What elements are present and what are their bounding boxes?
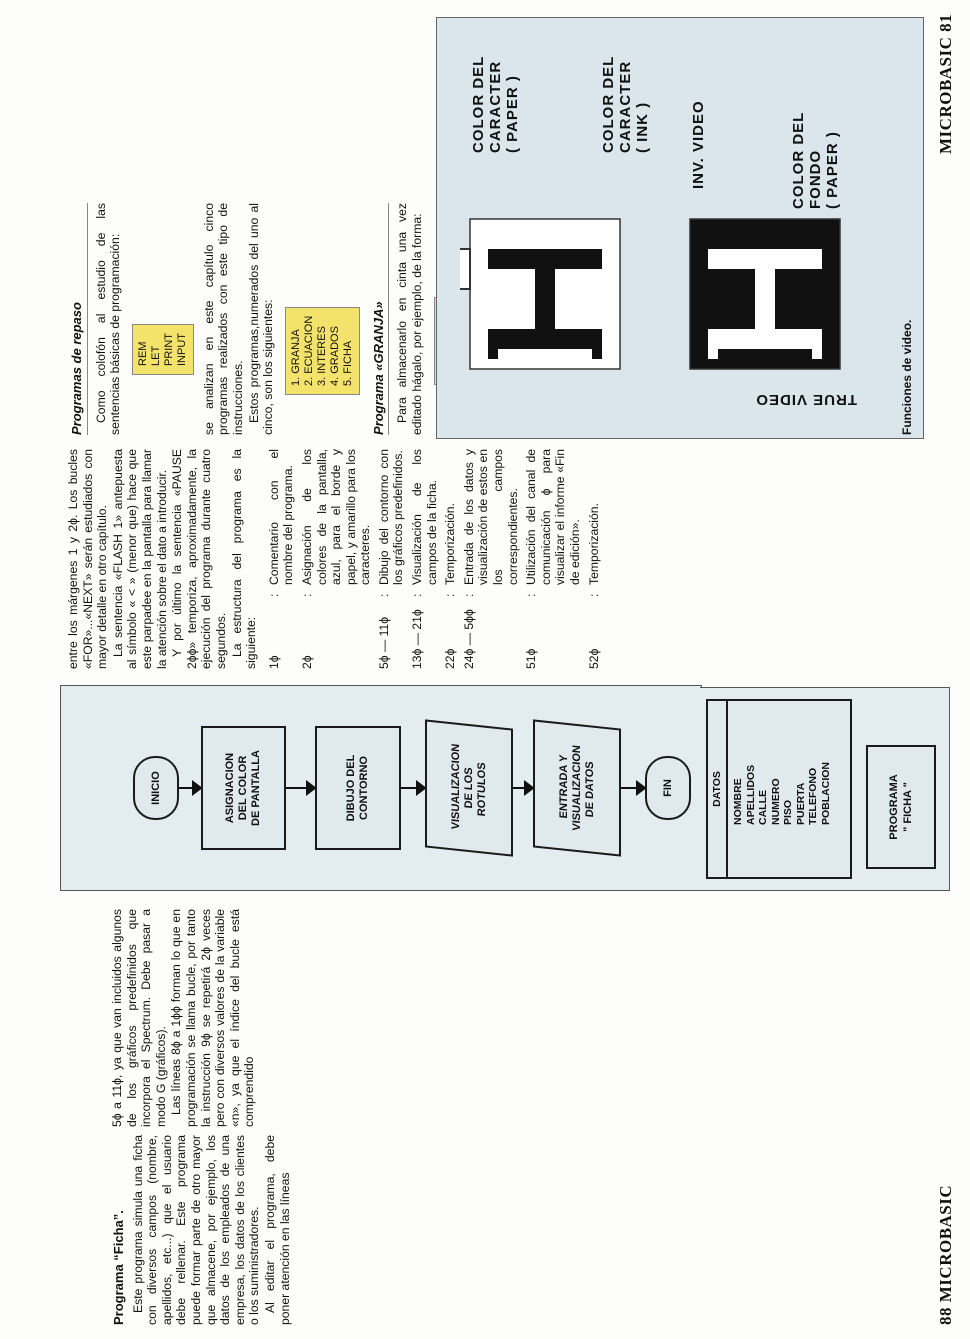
- line-description: Temporización.: [443, 503, 458, 585]
- col4-p3: Estos programas,numerados del uno al cinco, son los siguientes:: [246, 203, 276, 435]
- separator: :: [410, 593, 425, 597]
- inv-video-title: INV. VIDEO: [690, 100, 707, 189]
- col3-p4: La estructura del programa es la siguiente:: [229, 449, 259, 669]
- line-number: 13ϕ — 21ϕ: [410, 609, 425, 669]
- line-number: 2ϕ: [299, 655, 314, 669]
- line-description: Temporización.: [586, 503, 601, 585]
- flow-step-color: ASIGNACION DEL COLOR DE PANTALLA: [201, 726, 286, 850]
- separator: :: [524, 593, 539, 597]
- column-1: [110, 1135, 293, 1325]
- col4-p4: Para almacenarlo en cinta una vez editado hágalo, por ejemplo, de la forma:: [395, 203, 424, 435]
- structure-row: [300, 449, 373, 669]
- line-description: Visualización de los campos de la ficha.: [410, 449, 439, 585]
- line-number: 5ϕ — 11ϕ: [376, 616, 391, 669]
- true-video-title: TRUE VIDEO: [755, 391, 857, 408]
- line-number: 24ϕ — 5ϕϕ: [461, 609, 476, 669]
- separator: :: [461, 593, 476, 597]
- inv-caracter-label: COLOR DEL CARACTER ( PAPER ): [470, 55, 521, 153]
- left-folio: 88 MICROBASIC: [936, 1184, 955, 1325]
- datos-title: DATOS: [708, 701, 728, 877]
- datos-item: NUMERO: [769, 778, 782, 825]
- col4-p2: se analizan en este capítulo cinco programas realizados con este tipo de instrucciones.: [201, 203, 245, 435]
- structure-row: [267, 449, 296, 669]
- repaso-heading: Programas de repaso: [70, 203, 88, 435]
- structure-row: [524, 449, 582, 669]
- line-description: Comentario con el nombre del programa.: [266, 449, 296, 585]
- datos-item: APELLIDOS: [744, 764, 757, 825]
- flow-step-rotulos: VISUALIZACION DE LOS ROTULOS: [425, 719, 513, 856]
- video-caption: Funciones de video.: [900, 319, 914, 435]
- datos-item: PUERTA: [794, 782, 807, 825]
- line-description: Utilización del canal de comunicación ϕ para visualizar el informe «Fin de edición».: [524, 449, 582, 585]
- col1-p1: Este programa simula una ficha con diversos campos (nombre, apellidos, etc...) que el usuario debe rellenar. Este programa puede formar parte de otro mayor que almacene, por ejemplo, los datos de los empleados de una empresa, los datos de los clientes o los suministradores.: [130, 1135, 262, 1325]
- col4-p1: Como colofón al estudio de las sentencias básicas de programación:: [93, 203, 123, 435]
- line-number: 1ϕ: [266, 655, 281, 669]
- programs-list-box: 1. GRANJA 2. ECUACION 3. INTERES 4. GRADOS 5. FICHA: [285, 307, 360, 395]
- line-description: Entrada de los datos y visualización de estos en los campos correspondientes.: [461, 449, 520, 585]
- col2-p1: 5ϕ a 11ϕ, ya que van incluidos algunos de los gráficos predefinidos que incorpora el Spectrum. Debe pasar a modo G (gráficos).: [110, 909, 168, 1127]
- program-box: PROGRAMA " FICHA ": [866, 745, 936, 869]
- structure-row: [587, 449, 602, 669]
- flowchart-panel: [60, 685, 702, 891]
- true-fondo-label: COLOR DEL FONDO ( PAPER ): [790, 111, 841, 209]
- datos-item: POBLACION: [819, 762, 832, 825]
- col1-p2: Al editar el programa, debe poner atención en las líneas: [262, 1135, 292, 1325]
- flow-start: INICIO: [133, 756, 179, 820]
- structure-row: [443, 449, 458, 669]
- line-description: Dibujo del contorno con los gráficos predefinidos.: [376, 449, 406, 585]
- ficha-heading: Programa “Ficha”.: [111, 1210, 126, 1325]
- separator: :: [376, 593, 391, 597]
- datos-list: [728, 701, 832, 877]
- structure-row: [462, 449, 520, 669]
- line-number: 51ϕ: [524, 648, 539, 669]
- column-2: [110, 909, 258, 1127]
- flow-step-datos: ENTRADA Y VISUALIZACION DE DATOS: [533, 719, 621, 856]
- separator: :: [299, 593, 314, 597]
- structure-row: [377, 449, 406, 669]
- datos-item: CALLE: [757, 790, 769, 825]
- flow-step-contorno: DIBUJO DEL CONTORNO: [315, 726, 401, 850]
- line-number: 52ϕ: [586, 648, 601, 669]
- col3-p3: Y por último la sentencia «PAUSE 2ϕϕ» temporiza, aproximadamente, la ejecución del programa durante cuatro segundos.: [170, 449, 228, 669]
- granja-heading: Programa «GRANJA»: [372, 203, 390, 435]
- col3-p1: entre los márgenes 1 y 2ϕ. Los bucles «FOR»...«NEXT» serán estudiados con mayor detalle en otro capítulo.: [66, 449, 110, 669]
- true-caracter-label: COLOR DEL CARACTER ( INK ): [600, 55, 651, 153]
- flow-end: FIN: [645, 756, 691, 820]
- datos-item: PISO: [782, 799, 794, 825]
- structure-row: [410, 449, 439, 669]
- datos-item: NOMBRE: [732, 778, 744, 825]
- col3-p2: La sentencia «FLASH 1» antepuesta al símbolo « < » (menor que) hace que este parpadee en la pantalla para llamar la atención sobre el dato a introducir.: [110, 449, 169, 669]
- column-3: [66, 449, 605, 669]
- separator: :: [586, 593, 601, 597]
- col2-p2: Las líneas 8ϕ a 1ϕϕ forman lo que en programación se llama bucle, por tanto la instrucción 9ϕ se repetirá 2ϕ veces pero con diversos valores de la variable «n», ya que el índice del bucle está comprendido: [169, 909, 257, 1127]
- separator: :: [266, 593, 281, 597]
- datos-item: TELEFONO: [807, 767, 819, 825]
- line-number: 22ϕ: [443, 648, 458, 669]
- datos-box: [706, 699, 852, 879]
- right-folio: MICROBASIC 81: [936, 13, 955, 154]
- line-description: Asignación de los colores de la pantalla, azul, para el borde y papel, y amarillo para los caracteres.: [299, 449, 373, 585]
- separator: :: [443, 593, 458, 597]
- basic-sentences-box: REM LET PRINT INPUT: [132, 324, 194, 375]
- structure-list: [267, 449, 601, 669]
